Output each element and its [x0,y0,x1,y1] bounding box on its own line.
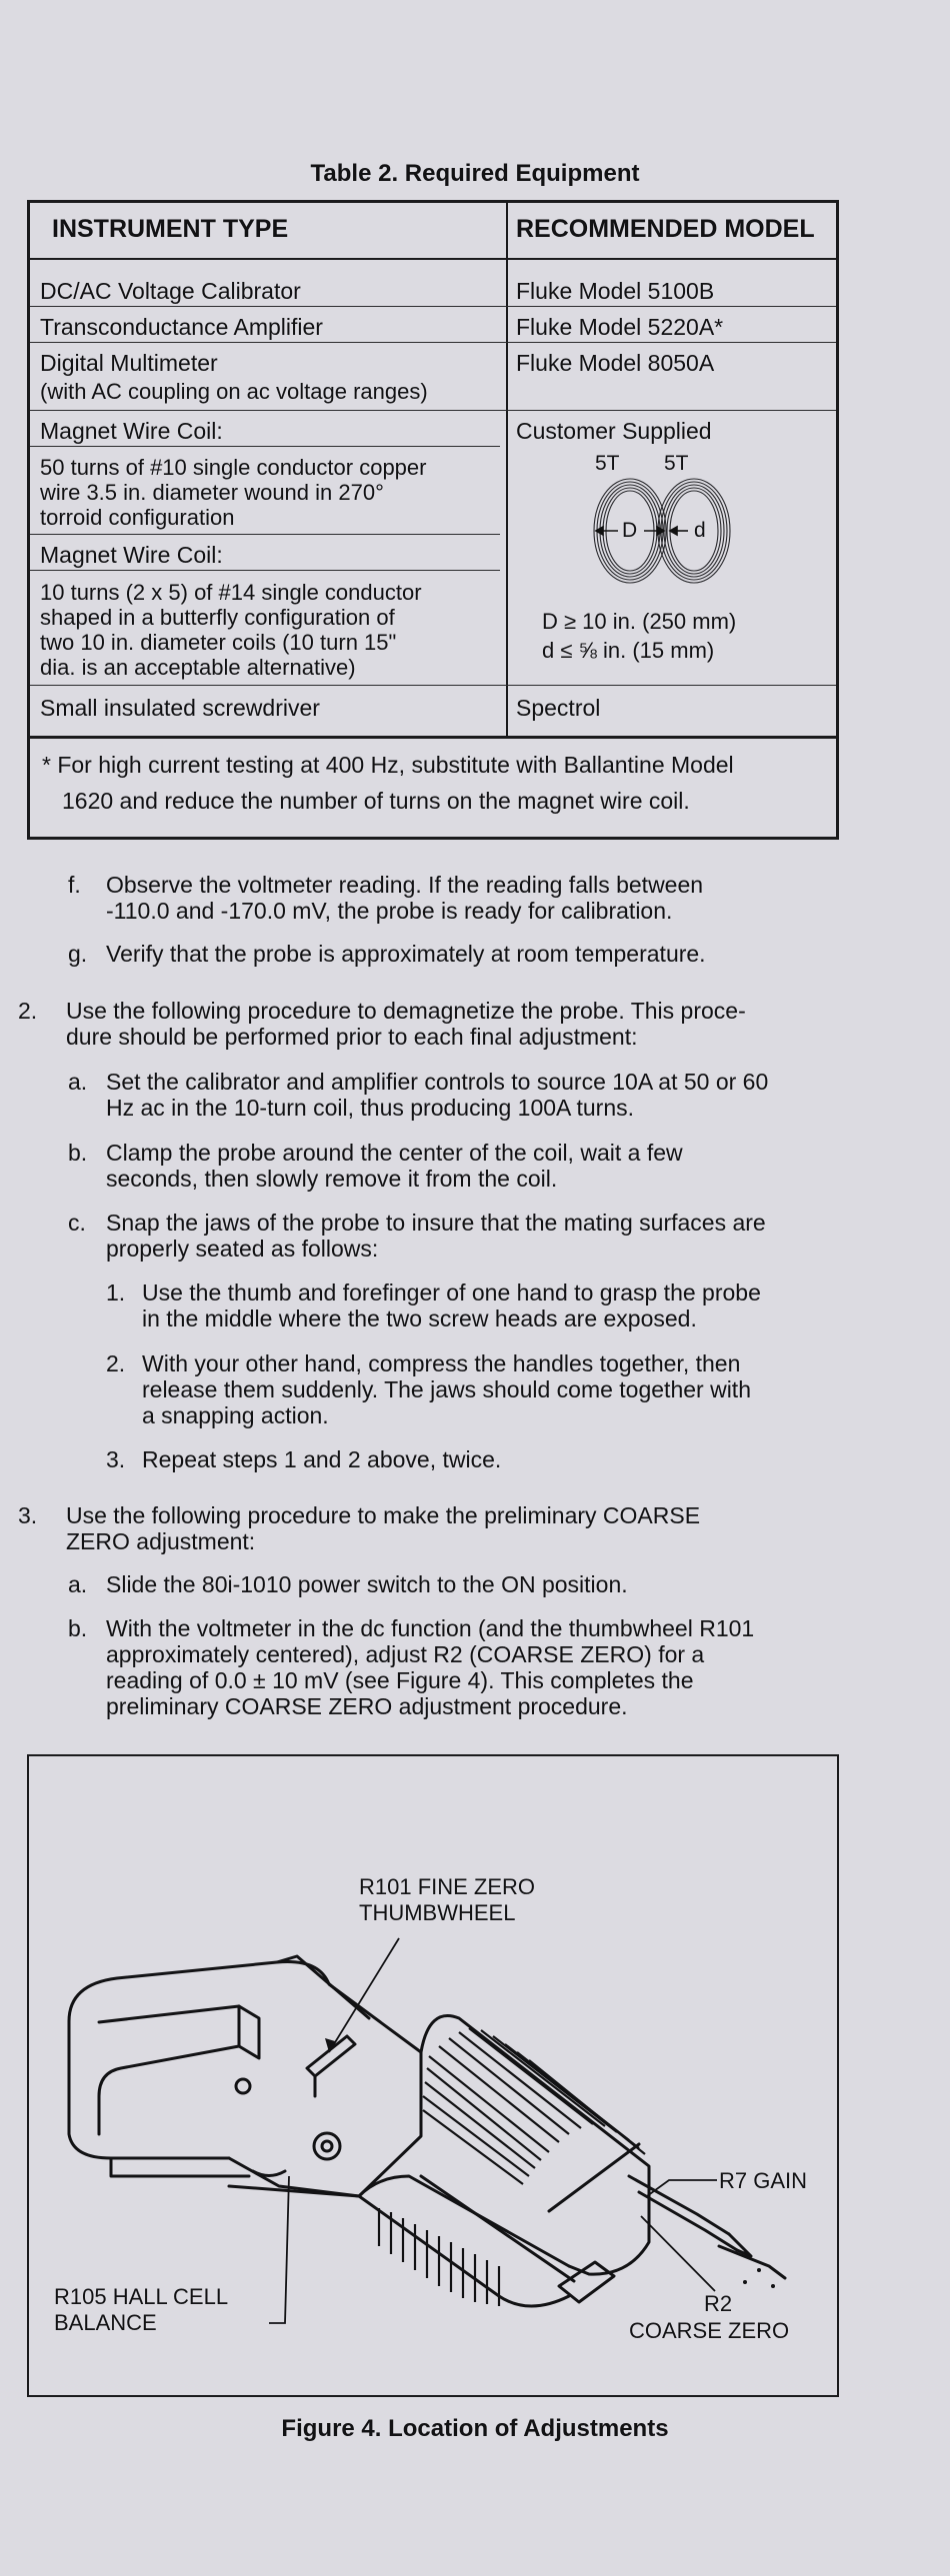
step-text: Use the following procedure to make the preliminary COARSE [66,1502,701,1528]
label-r105: BALANCE [54,2310,157,2335]
step-text: Use the thumb and forefinger of one hand to grasp the probe [142,1280,761,1305]
step-text: reading of 0.0 ± 10 mV (see Figure 4). This completes the [106,1667,694,1693]
coil2-line: 10 turns (2 x 5) of #14 single conductor [40,580,422,605]
step-marker: b. [68,1615,88,1641]
step-text: approximately centered), adjust R2 (COARSE ZERO) for a [106,1641,705,1667]
row-instrument: DC/AC Voltage Calibrator [40,278,301,304]
step-text: preliminary COARSE ZERO adjustment procedure. [106,1693,628,1719]
label-r7: R7 GAIN [719,2168,808,2193]
row-model: Customer Supplied [516,418,712,444]
current-probe-drawing [29,1756,837,2395]
step-text: seconds, then slowly remove it from the coil. [106,1166,558,1192]
butterfly-coil-diagram [590,475,740,587]
label-r2: R2 [704,2291,733,2316]
step-text: -110.0 and -170.0 mV, the probe is ready for calibration. [106,898,673,924]
column-divider [506,203,508,736]
row-rule [30,306,836,307]
row-model: Fluke Model 5220A* [516,314,724,340]
step-marker: 2. [18,998,38,1024]
row-rule [30,685,836,686]
row-instrument-note: (with AC coupling on ac voltage ranges) [40,379,428,404]
step-text: Use the following procedure to demagnetize the probe. This proce- [66,998,746,1024]
table-title: Table 2. Required Equipment [310,160,640,187]
coil1-line: wire 3.5 in. diameter wound in 270° [40,480,384,505]
step-text: Observe the voltmeter reading. If the reading falls between [106,872,704,898]
label-r2: COARSE ZERO [629,2318,790,2343]
figure-box [27,1754,839,2397]
coil2-line: shaped in a butterfly configuration of [40,605,395,630]
row-model: Fluke Model 5100B [516,278,715,304]
step-text: in the middle where the two screw heads are exposed. [142,1305,697,1331]
row-instrument: Transconductance Amplifier [40,314,323,340]
coil2-line: two 10 in. diameter coils (10 turn 15" [40,630,397,655]
step-text: With the voltmeter in the dc function (and the thumbwheel R101 [106,1615,755,1641]
step-text: Verify that the probe is approximately at room temperature. [106,941,706,967]
row-model: Spectrol [516,695,601,721]
row-instrument: Small insulated screwdriver [40,695,320,721]
step-text: dure should be performed prior to each final adjustment: [66,1024,638,1050]
coil2-title: Magnet Wire Coil: [40,542,223,568]
step-marker: b. [68,1140,88,1166]
coil2-line: dia. is an acceptable alternative) [40,655,356,680]
equipment-table [27,200,839,840]
row-instrument: Magnet Wire Coil: [40,418,223,444]
label-r101: R101 FINE ZERO [359,1874,536,1899]
coil-spec-d: d ≤ ⅝ in. (15 mm) [542,638,715,663]
coil-turns-right: 5T [664,452,689,475]
step-text: properly seated as follows: [106,1236,379,1262]
step-text: Slide the 80i-1010 power switch to the ON position. [106,1571,628,1597]
figure-caption: Figure 4. Location of Adjustments [281,2415,669,2442]
step-text: ZERO adjustment: [66,1528,256,1554]
step-marker: g. [68,941,88,967]
col-header-model: RECOMMENDED MODEL [516,215,815,243]
step-marker: 2. [106,1350,126,1376]
step-marker: 3. [18,1502,38,1528]
step-marker: 3. [106,1446,126,1472]
coil1-line: torroid configuration [40,505,235,530]
step-marker: c. [68,1210,86,1236]
label-r101: THUMBWHEEL [359,1900,516,1925]
step-marker: a. [68,1069,88,1095]
footnote-rule [30,736,836,739]
step-marker: 1. [106,1280,126,1305]
row-rule [30,534,500,535]
step-marker: f. [68,872,81,898]
step-text: Hz ac in the 10-turn coil, thus producing 100A turns. [106,1095,635,1121]
step-text: Set the calibrator and amplifier controls to source 10A at 50 or 60 [106,1069,769,1095]
step-text: Snap the jaws of the probe to insure that the mating surfaces are [106,1210,766,1236]
step-text: Repeat steps 1 and 2 above, twice. [142,1446,502,1472]
step-text: a snapping action. [142,1402,329,1428]
step-text: release them suddenly. The jaws should come together with [142,1376,751,1402]
coil-turns-left: 5T [595,452,620,475]
coil1-line: 50 turns of #10 single conductor copper [40,455,427,480]
row-rule [30,570,500,571]
table-footnote: * For high current testing at 400 Hz, substitute with Ballantine Model [42,752,734,778]
step-text: Clamp the probe around the center of the coil, wait a few [106,1140,683,1166]
col-header-instrument: INSTRUMENT TYPE [52,215,289,243]
row-rule [30,342,836,343]
row-instrument: Digital Multimeter [40,350,218,376]
row-rule [30,410,836,411]
table-footnote: 1620 and reduce the number of turns on the magnet wire coil. [62,788,690,814]
coil-spec-D: D ≥ 10 in. (250 mm) [542,609,737,634]
step-marker: a. [68,1571,88,1597]
coil-label-d: d [694,519,706,542]
coil-label-D: D [622,519,638,542]
label-r105: R105 HALL CELL [54,2284,229,2309]
step-text: With your other hand, compress the handles together, then [142,1350,741,1376]
header-rule [30,258,836,260]
row-rule [30,446,500,447]
row-model: Fluke Model 8050A [516,350,715,376]
